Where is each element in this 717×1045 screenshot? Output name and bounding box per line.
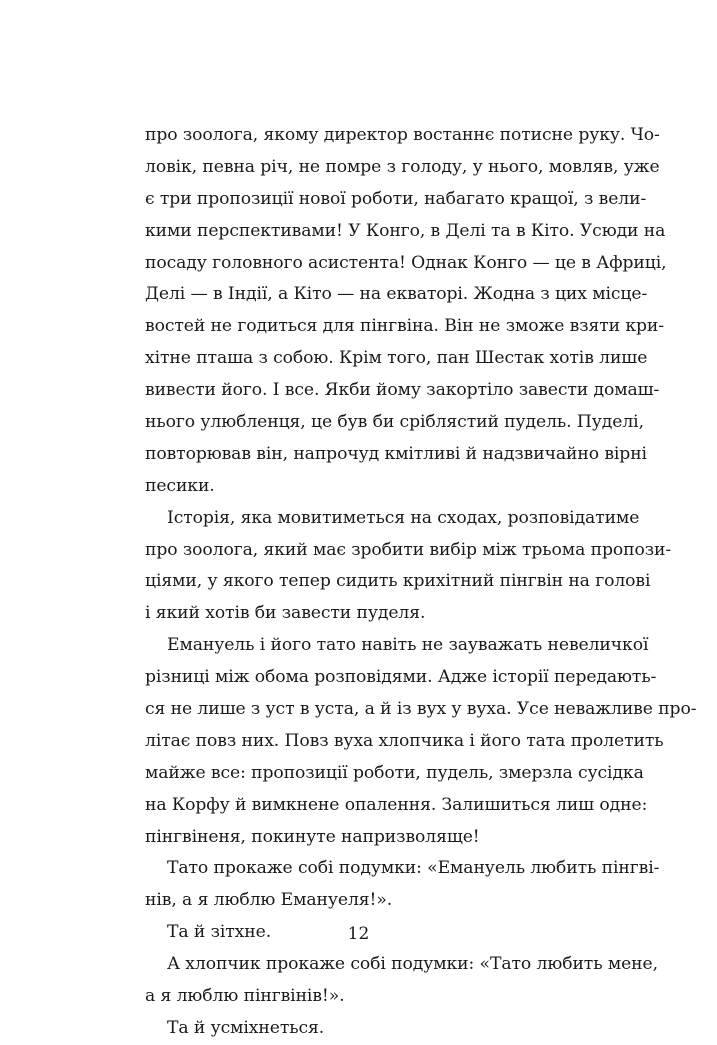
text-line-17: Емануель і його тато навіть не зауважать невеличкої xyxy=(167,635,649,656)
text-line-29: Та й усміхнеться. xyxy=(167,1017,325,1038)
text-line-9: вивести його. І все. Якби йому закортіло завести домаш- xyxy=(145,380,660,401)
page-number: 12 xyxy=(347,924,370,944)
text-line-23: пінгвіненя, покинуте напризволяще! xyxy=(145,826,480,847)
text-line-1: про зоолога, якому директор востаннє потисне руку. Чо- xyxy=(145,125,660,145)
text-line-10: нього улюбленця, це був би сріблястий пудель. Пуделі, xyxy=(145,412,644,433)
text-line-4: кими перспективами! У Конго, в Делі та в Кіто. Усюди на xyxy=(145,220,666,241)
text-line-6: Делі — в Індії, а Кіто — на екваторі. Жодна з цих місце- xyxy=(145,284,648,305)
text-line-13: Історія, яка мовитиметься на сходах, розповідатиме xyxy=(167,507,640,528)
text-line-25: нів, а я люблю Емануеля!». xyxy=(145,890,393,911)
text-line-20: літає повз них. Повз вуха хлопчика і його тата пролетить xyxy=(145,730,664,751)
text-line-19: ся не лише з уст в уста, а й із вух у вуха. Усе неважливе про- xyxy=(145,699,697,720)
text-line-12: песики. xyxy=(145,475,215,496)
text-line-27: А хлопчик прокаже собі подумки: «Тато любить мене, xyxy=(167,954,658,975)
text-line-21: майже все: пропозиції роботи, пудель, змерзла сусідка xyxy=(145,762,644,783)
text-line-16: і який хотів би завести пуделя. xyxy=(145,603,426,624)
text-line-15: ціями, у якого тепер сидить крихітний пінгвін на голові xyxy=(145,571,651,592)
body-text xyxy=(145,120,697,1045)
text-line-5: посаду головного асистента! Однак Конго — це в Африці, xyxy=(145,252,667,273)
text-line-14: про зоолога, який має зробити вибір між трьома пропози- xyxy=(145,539,672,560)
text-line-26: Та й зітхне. xyxy=(167,922,272,943)
text-line-22: на Корфу й вимкнене опалення. Залишиться лиш одне: xyxy=(145,794,648,815)
text-line-2: ловік, певна річ, не помре з голоду, у нього, мовляв, уже xyxy=(145,156,660,177)
text-line-11: повторював він, напрочуд кмітливі й надзвичайно вірні xyxy=(145,443,647,464)
text-line-8: хітне пташа з собою. Крім того, пан Шестак хотів лише xyxy=(145,348,648,369)
text-line-3: є три пропозиції нової роботи, набагато кращої, з вели- xyxy=(145,188,647,209)
text-line-28: а я люблю пінгвінів!». xyxy=(145,986,345,1007)
text-line-18: різниці між обома розповідями. Адже історії передають- xyxy=(145,667,657,688)
text-line-7: востей не годиться для пінгвіна. Він не зможе взяти кри- xyxy=(145,316,664,337)
text-line-24: Тато прокаже собі подумки: «Емануель любить пінгві- xyxy=(167,858,660,879)
